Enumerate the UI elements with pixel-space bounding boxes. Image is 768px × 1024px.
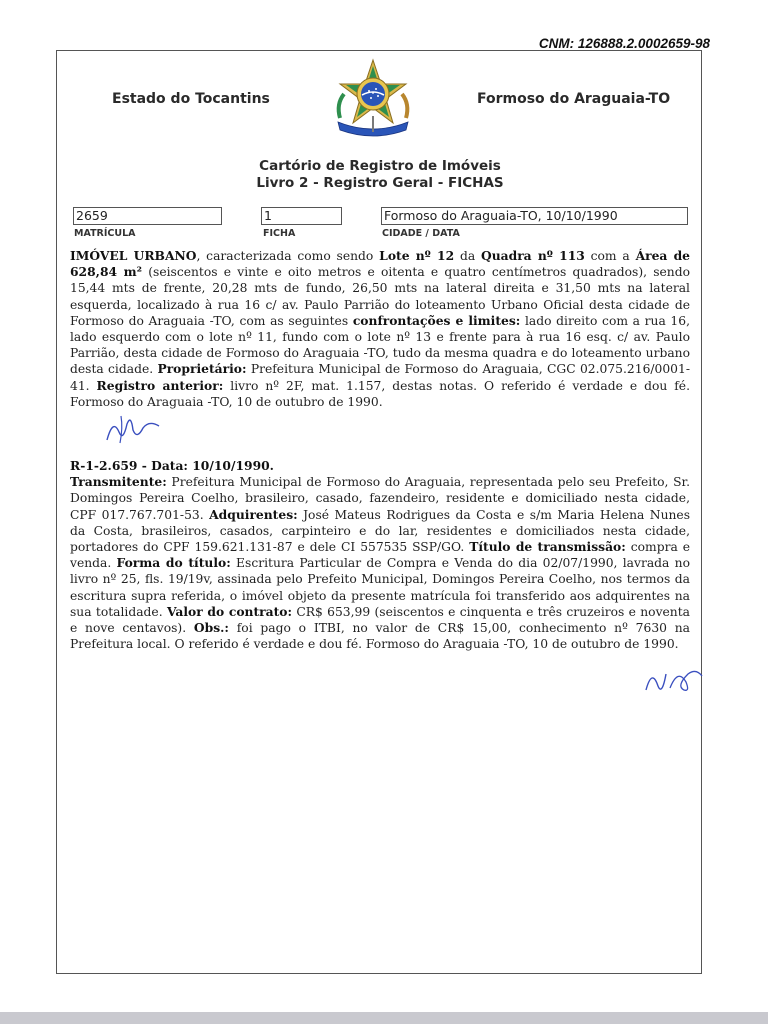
matricula-label: MATRÍCULA bbox=[74, 228, 136, 239]
text-span: Prefeitura Municipal de Formoso do Araguaia, CGC 02.075.216/0001-41. bbox=[70, 362, 690, 393]
scan-bottom-edge bbox=[0, 1012, 768, 1024]
cidade-data-label: CIDADE / DATA bbox=[382, 228, 460, 239]
ficha-field: 1 bbox=[261, 207, 342, 225]
lote-label: Lote nº 12 bbox=[379, 248, 455, 263]
confrontacoes-label: confrontações e limites: bbox=[352, 312, 521, 328]
imovel-urbano-label: IMÓVEL URBANO bbox=[70, 248, 197, 263]
text-span: , caracterizada como sendo bbox=[196, 249, 380, 263]
cnm-number: CNM: 126888.2.0002659-98 bbox=[538, 36, 710, 51]
text-span: foi pago o ITBI, no valor de CR$ 15,00, conhecimento nº 7630 na Prefeitura local. O referido é verdade e dou fé. Formoso do Araguaia -TO, 10 de outubro de 1990. bbox=[70, 621, 690, 652]
titulo-transmissao-label: Título de transmissão: bbox=[469, 539, 626, 555]
text-span: (seiscentos e vinte e oito metros e oitenta e quatro centímetros quadrados), sendo 15,44 mts de frente, 20,28 mts de fundo, 26,50 mts na lateral direita e 31,50 mts na lateral esquerda, localizado à rua 16 c/ av. Paulo Parrião do loteamento Urbano Oficial desta cidade de Formoso do Araguaia -TO, com as seguintes bbox=[70, 265, 690, 328]
transmitente-label: Transmitente: bbox=[70, 474, 167, 490]
forma-titulo-label: Forma do título: bbox=[116, 555, 231, 571]
quadra-label: Quadra nº 113 bbox=[480, 248, 585, 263]
text-span: da bbox=[454, 249, 481, 263]
text-span: Escritura Particular de Compra e Venda do dia 02/07/1990, lavrada no livro nº 25, fls. 19/19v, assinada pelo Prefeito Municipal, Domingos Pereira Coelho, nos termos da escritura supra referida, o imóvel objeto da presente matrícula foi transferido aos adquirentes na sua totalidade. bbox=[70, 556, 690, 619]
ficha-label: FICHA bbox=[263, 228, 296, 239]
property-description-paragraph bbox=[70, 248, 690, 410]
text-span: Prefeitura Municipal de Formoso do Araguaia, representada pelo seu Prefeito, Sr. Domingos Pereira Coelho, brasileiro, casado, fazendeiro, residente e domiciliado nesta cidade, CPF 017.767.701-53. bbox=[70, 475, 690, 522]
registration-r1-paragraph bbox=[70, 458, 690, 652]
adquirentes-label: Adquirentes: bbox=[209, 506, 298, 522]
text-span: CR$ 653,99 (seiscentos e cinquenta e três cruzeiros e noventa e nove centavos). bbox=[70, 604, 691, 636]
text-span: lado direito com a rua 16, lado esquerdo com o lote nº 11, fundo com o lote nº 13 e frente para à rua 16 esq. c/ av. Paulo Parrião, desta cidade de Formoso do Araguaia -TO, tudo da mesma quadra e do loteamento urbano desta cidade. bbox=[70, 313, 690, 377]
registro-anterior-label: Registro anterior: bbox=[96, 377, 224, 393]
text-span: compra e venda. bbox=[70, 540, 690, 571]
city-name: Formoso do Araguaia-TO bbox=[477, 91, 671, 107]
proprietario-label: Proprietário: bbox=[157, 361, 247, 377]
text-span: José Mateus Rodrigues da Costa e s/m Maria Helena Nunes da Costa, brasileiros, casados, carpinteiro e do lar, residentes e domiciliados nesta cidade, portadores do CPF 159.621.131-87 e dele CI 557535 SSP/GO. bbox=[70, 507, 690, 555]
matricula-field: 2659 bbox=[73, 207, 222, 225]
brazil-coat-of-arms-icon bbox=[330, 56, 416, 140]
book-title: Livro 2 - Registro Geral - FICHAS bbox=[256, 175, 504, 191]
registry-office-title: Cartório de Registro de Imóveis bbox=[259, 158, 501, 174]
cidade-data-field: Formoso do Araguaia-TO, 10/10/1990 bbox=[381, 207, 688, 225]
area-label: Área de 628,84 m² bbox=[70, 248, 691, 280]
text-span: com a bbox=[584, 249, 636, 263]
valor-contrato-label: Valor do contrato: bbox=[166, 603, 293, 619]
handwritten-signature-1 bbox=[103, 410, 163, 446]
obs-label: Obs.: bbox=[193, 620, 229, 636]
state-name: Estado do Tocantins bbox=[112, 91, 270, 107]
r1-heading: R-1-2.659 - Data: 10/10/1990. bbox=[70, 458, 274, 473]
handwritten-signature-2 bbox=[640, 662, 710, 698]
text-span: livro nº 2F, mat. 1.157, destas notas. O referido é verdade e dou fé. Formoso do Araguaia -TO, 10 de outubro de 1990. bbox=[70, 378, 690, 409]
